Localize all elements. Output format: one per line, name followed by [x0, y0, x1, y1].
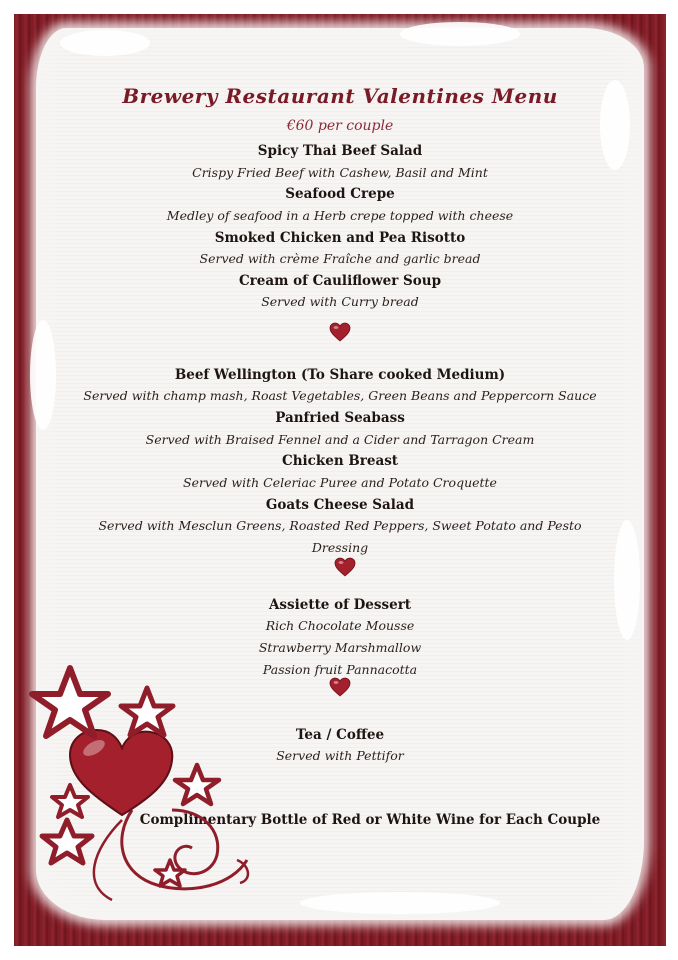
starter-4-desc: Served with Curry bread — [261, 294, 419, 309]
main-1-name: Beef Wellington (To Share cooked Medium) — [174, 367, 506, 383]
heart-stars-decoration — [22, 660, 262, 910]
star-icon — [42, 820, 92, 863]
edge-blot — [300, 892, 500, 914]
main-2-name: Panfried Seabass — [275, 410, 405, 426]
starter-1-desc: Crispy Fried Beef with Cashew, Basil and Mint — [192, 165, 488, 180]
drinks-name: Tea / Coffee — [295, 727, 385, 743]
star-icon — [175, 765, 219, 804]
edge-blot — [400, 22, 520, 46]
star-icon — [121, 688, 173, 735]
drinks-desc: Served with Pettifor — [276, 748, 404, 763]
star-icon — [155, 860, 185, 886]
dessert-item-3: Passion fruit Pannacotta — [262, 662, 418, 677]
starter-1-name: Spicy Thai Beef Salad — [257, 143, 423, 159]
starter-4-name: Cream of Cauliflower Soup — [238, 273, 442, 289]
main-4-desc: Served with Mesclun Greens, Roasted Red Peppers, Sweet Potato and Pesto — [98, 518, 582, 533]
starter-3-desc: Served with crème Fraîche and garlic bread — [199, 251, 481, 266]
heart-icon — [329, 677, 351, 697]
dessert-name: Assiette of Dessert — [268, 597, 412, 613]
starter-2-name: Seafood Crepe — [285, 186, 395, 202]
starter-2-desc: Medley of seafood in a Herb crepe topped with cheese — [166, 208, 514, 223]
main-1-desc: Served with champ mash, Roast Vegetables, Green Beans and Peppercorn Sauce — [83, 388, 597, 403]
main-2-desc: Served with Braised Fennel and a Cider and Tarragon Cream — [145, 432, 535, 447]
menu-title: Brewery Restaurant Valentines Menu — [122, 84, 558, 108]
dessert-item-1: Rich Chocolate Mousse — [265, 618, 415, 633]
heart-icon — [329, 322, 351, 342]
starter-3-name: Smoked Chicken and Pea Risotto — [214, 230, 466, 246]
main-3-name: Chicken Breast — [281, 453, 399, 469]
main-3-desc: Served with Celeriac Puree and Potato Croquette — [183, 475, 497, 490]
main-4-desc-cont: Dressing — [311, 540, 369, 555]
menu-footer: Complimentary Bottle of Red or White Wine for Each Couple — [139, 812, 601, 828]
star-icon — [52, 785, 88, 817]
dessert-item-2: Strawberry Marshmallow — [258, 640, 422, 655]
main-4-name: Goats Cheese Salad — [265, 497, 415, 513]
menu-price: €60 per couple — [286, 118, 394, 134]
heart-icon — [334, 557, 356, 577]
star-icon — [32, 668, 108, 736]
edge-blot — [60, 30, 150, 56]
